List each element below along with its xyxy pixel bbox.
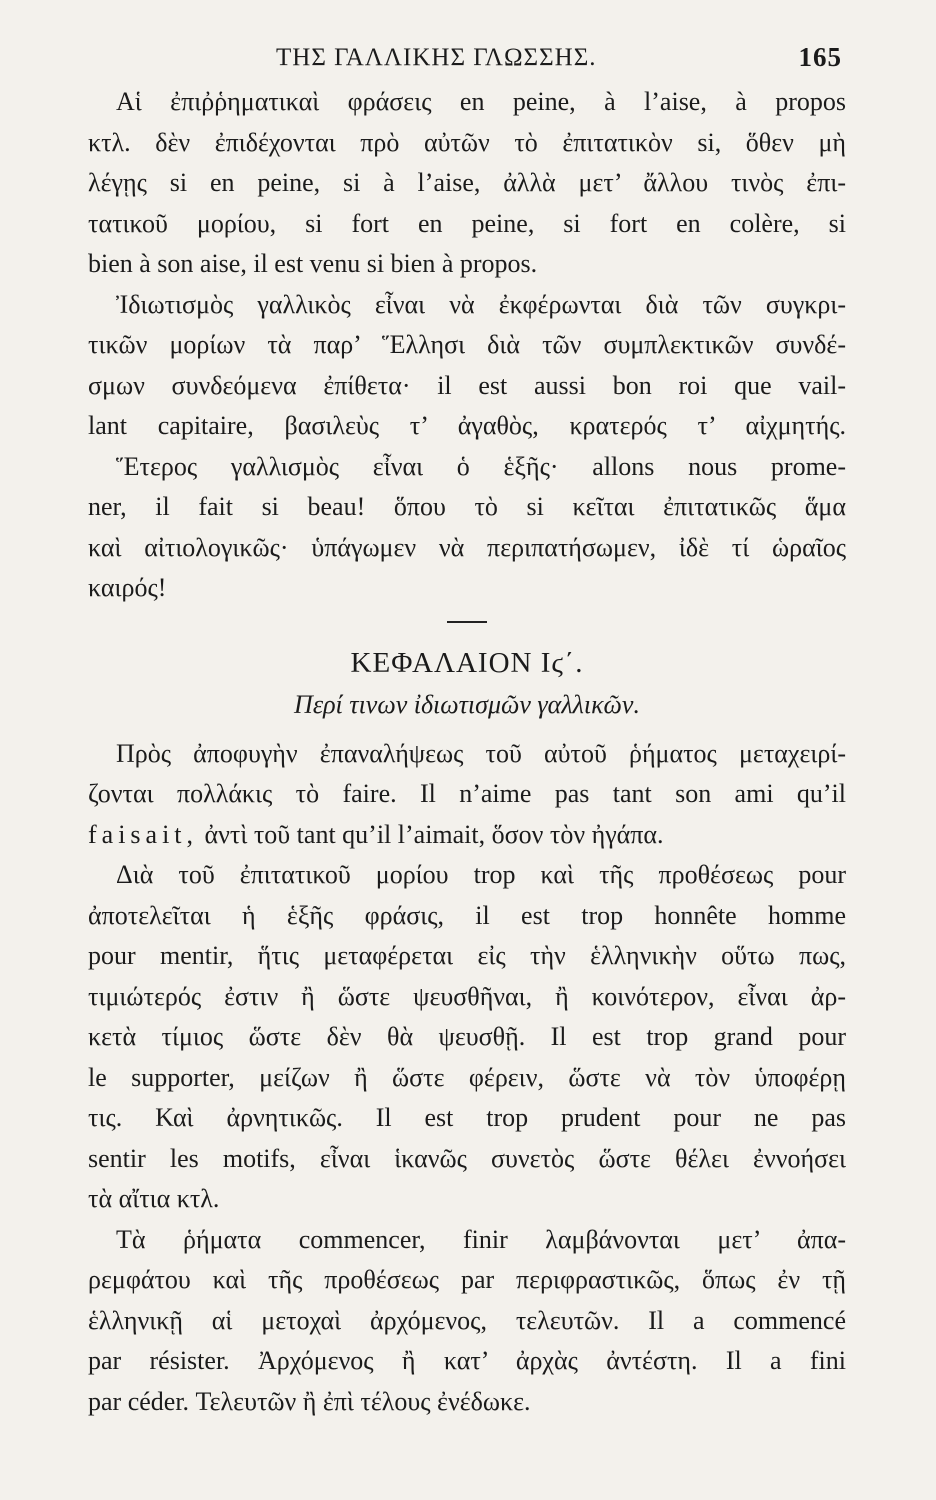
text-line: κτλ. δὲν ἐπιδέχονται πρὸ αὐτῶν τὸ ἐπιτατικὸν si, ὅθεν μὴ — [88, 127, 846, 157]
text-line: καιρός! — [88, 573, 167, 602]
text-line — [88, 815, 846, 856]
spaced-word: faisait, — [88, 819, 199, 849]
running-title: ΤΗΣ ΓΑΛΛΙΚΗΣ ΓΛΩΣΣΗΣ. — [276, 44, 597, 71]
text-line: Τὰ ῥήματα commencer, finir λαμβάνονται μετ’ ἀπα- — [116, 1224, 846, 1254]
paragraph-gallicism — [88, 447, 846, 609]
paragraph-faire — [88, 734, 846, 856]
paragraph-adverbial-phrases — [88, 82, 846, 285]
text-line: ἀποτελεῖται ἡ ἑξῆς φράσις, il est trop honnête homme — [88, 900, 846, 930]
chapter-subtitle: Περί τινων ἰδιωτισμῶν γαλλικῶν. — [294, 689, 640, 719]
text-line: le supporter, μείζων ἢ ὥστε φέρειν, ὥστε νὰ τὸν ὑποφέρῃ — [88, 1062, 846, 1092]
text-line: ρεμφάτου καὶ τῆς προθέσεως par περιφραστικῶς, ὅπως ἐν τῇ — [88, 1265, 846, 1294]
text-line: τις. Καὶ ἀρνητικῶς. Il est trop prudent pour ne pas — [88, 1103, 846, 1132]
text-line: par résister. Ἀρχόμενος ἢ κατ’ ἀρχὰς ἀντέστη. Il a fini — [88, 1346, 846, 1375]
text-line: Διὰ τοῦ ἐπιτατικοῦ μορίου trop καὶ τῆς προθέσεως pour — [116, 860, 846, 889]
text-line: sentir les motifs, εἶναι ἱκανῶς συνετὸς ὥστε θέλει ἐννοήσει — [88, 1143, 846, 1173]
text-line: ζονται πολλάκις τὸ faire. Il n’aime pas tant son ami qu’il — [88, 779, 846, 808]
page-number: 165 — [798, 42, 842, 72]
section-divider — [447, 621, 487, 623]
text-line: Ἕτερος γαλλισμὸς εἶναι ὁ ἑξῆς· allons nous prome- — [116, 451, 846, 481]
text-line: lant capitaire, βασιλεὺς τ’ ἀγαθὸς, κρατερός τ’ αἰχμητής. — [88, 411, 846, 440]
text-line: τιμιώτερός ἐστιν ἢ ὥστε ψευσθῆναι, ἢ κοινότερον, εἶναι ἀρ- — [88, 981, 846, 1011]
text-line: bien à son aise, il est venu si bien à propos. — [88, 249, 538, 278]
text-line: τικῶν μορίων τὰ παρ’ Ἕλλησι διὰ τῶν συμπλεκτικῶν συνδέ- — [88, 330, 846, 359]
text-line: κετὰ τίμιος ὥστε δὲν θὰ ψευσθῇ. Il est trop grand pour — [88, 1022, 846, 1051]
paragraph-commencer-finir — [88, 1220, 846, 1423]
chapter-heading: ΚΕΦΑΛΑΙΟΝ Ιϛ΄. — [350, 646, 584, 679]
text-line: καὶ αἰτιολογικῶς· ὑπάγωμεν νὰ περιπατήσωμεν, ἰδὲ τί ὡραῖος — [88, 532, 846, 562]
paragraph-trop-pour — [88, 855, 846, 1220]
text-line: σμων συνδεόμενα ἐπίθετα· il est aussi bon roi que vail- — [88, 370, 846, 400]
text-line: ner, il fait si beau! ὅπου τὸ si κεῖται ἐπιτατικῶς ἅμα — [88, 492, 846, 521]
text-line: τὰ αἴτια κτλ. — [88, 1184, 220, 1213]
text-line: pour mentir, ἥτις μεταφέρεται εἰς τὴν ἑλληνικὴν οὕτω πως, — [88, 941, 846, 970]
text-line: Αἱ ἐπιῤῥηματικαὶ φράσεις en peine, à l’aise, à propos — [116, 87, 846, 116]
text-line: par céder. Τελευτῶν ἢ ἐπὶ τέλους ἐνέδωκε. — [88, 1386, 531, 1416]
text-line: Ἰδιωτισμὸς γαλλικὸς εἶναι νὰ ἐκφέρωνται διὰ τῶν συγκρι- — [116, 289, 846, 319]
text-line: τατικοῦ μορίου, si fort en peine, si fort en colère, si — [88, 208, 846, 238]
text-line: Πρὸς ἀποφυγὴν ἐπαναλήψεως τοῦ αὐτοῦ ῥήματος μεταχειρί- — [116, 738, 846, 768]
paragraph-comparative-particles — [88, 285, 846, 447]
running-head — [88, 40, 846, 82]
text-line: λέγῃς si en peine, si à l’aise, ἀλλὰ μετ’ ἄλλου τινὸς ἐπι- — [88, 168, 846, 197]
text-fragment: ἀντὶ τοῦ tant qu’il l’aimait, ὅσον τὸν ἠγάπα. — [198, 819, 664, 849]
text-line: ἑλληνικῇ αἱ μετοχαὶ ἀρχόμενος, τελευτῶν. Il a commencé — [88, 1305, 846, 1335]
